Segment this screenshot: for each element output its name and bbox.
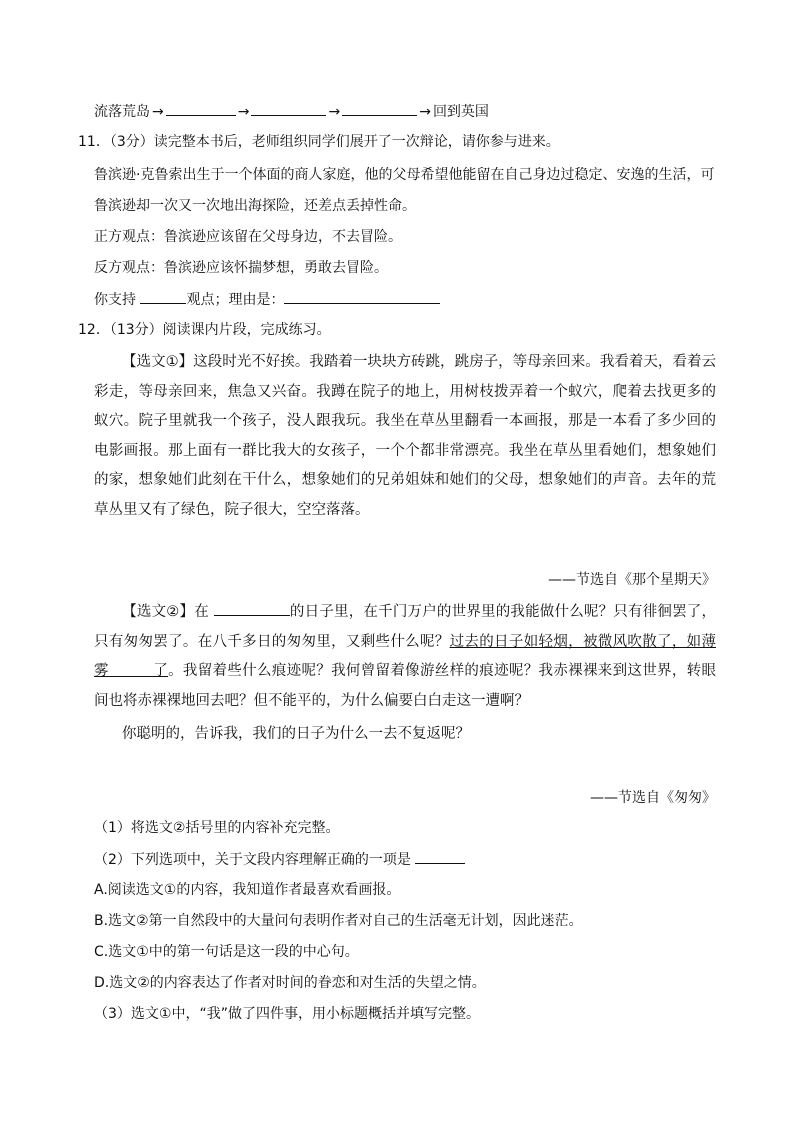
excerpt-2: 【选文②】在 的日子里，在千门万户的世界里的我能做什么呢？只有徘徊罢了，只有匆匆罢了。在八千多日的匆匆里，又剩些什么呢？过去的日子如轻烟，被微风吹散了，如薄雾 了。我留着些什么痕迹呢？我何曾留着像游丝样的痕迹呢？我赤裸裸来到这世界，转眼间也将赤裸裸地回去吧？但不能平的，为什么偏要白白走这一遭啊？: [94, 598, 716, 716]
arrow-icon: →: [419, 104, 431, 120]
answer-blank[interactable]: [214, 601, 290, 616]
answer-blank[interactable]: [166, 101, 236, 116]
option-a: A.阅读选文①的内容，我知道作者最喜欢看画报。: [94, 882, 401, 898]
arrow-icon: →: [328, 104, 341, 120]
answer-blank[interactable]: [251, 101, 326, 116]
q11-pro-view: 正方观点：鲁滨逊应该留在父母身边，不去冒险。: [94, 229, 402, 245]
flow-end: 回到英国: [432, 104, 489, 120]
flow-start: 流落荒岛: [94, 104, 150, 120]
subquestion-1: （1）将选文②括号里的内容补充完整。: [94, 820, 340, 836]
excerpt-2-last: 你聪明的，告诉我，我们的日子为什么一去不复返呢？: [122, 726, 470, 742]
excerpt-2-source: ——节选自《匆匆》: [590, 790, 716, 806]
q11-context-line: 鲁滨逊·克鲁索出生于一个体面的商人家庭，他的父母希望他能留在自己身边过稳定、安逸的生活，可: [94, 167, 715, 183]
question-11: 11．（3分）读完整本书后，老师组织同学们展开了一次辩论，请你参与进来。: [78, 134, 560, 150]
answer-blank[interactable]: [284, 289, 440, 304]
arrow-icon: →: [152, 104, 164, 120]
option-b: B.选文②第一自然段中的大量问句表明作者对自己的生活毫无计划，因此迷茫。: [94, 913, 583, 929]
arrow-icon: →: [237, 104, 250, 120]
answer-blank[interactable]: [342, 101, 417, 116]
flow-line: [94, 101, 489, 122]
q11-context-line: 鲁滨逊却一次又一次地出海探险，还差点丢掉性命。: [94, 198, 416, 214]
answer-blank[interactable]: [140, 289, 186, 304]
subquestion-3: （3）选文①中，“我”做了四件事，用小标题概括并填写完整。: [94, 1006, 480, 1022]
excerpt-1: 【选文①】这段时光不好挨。我踏着一块块方砖跳，跳房子，等母亲回来。我看着天，看着云彩走，等母亲回来，焦急又兴奋。我蹲在院子的地上，用树枝拨弄着一个蚁穴，爬着去找更多的蚁穴。院子里就我一个孩子，没人跟我玩。我坐在草丛里翻看一本画报，那是一本看了多少回的电影画报。那上面有一群比我大的女孩子，一个个都非常漂亮。我坐在草丛里看她们，想象她们的家，想象她们此刻在干什么，想象她们的兄弟姐妹和她们的父母，想象她们的声音。去年的荒草丛里又有了绿色，院子很大，空空落落。: [94, 354, 716, 518]
q11-answer-line: 你支持 观点；理由是：: [94, 289, 440, 310]
q11-con-view: 反方观点：鲁滨逊应该怀揣梦想，勇敢去冒险。: [94, 260, 388, 276]
option-d: D.选文②的内容表达了作者对时间的眷恋和对生活的失望之情。: [94, 975, 486, 991]
option-c: C.选文①中的第一句话是这一段的中心句。: [94, 944, 359, 960]
excerpt-1-source: ——节选自《那个星期天》: [548, 572, 716, 588]
subquestion-2: （2）下列选项中，关于文段内容理解正确的一项是: [94, 849, 465, 870]
question-12: 12．（13分）阅读课内片段，完成练习。: [78, 322, 331, 338]
answer-blank[interactable]: [415, 849, 465, 864]
underlined-sentence: 过去的日子如轻烟，被微风吹散了，如薄雾 了: [94, 633, 716, 679]
